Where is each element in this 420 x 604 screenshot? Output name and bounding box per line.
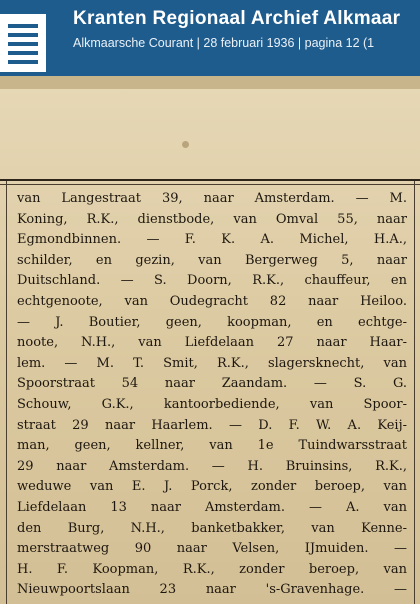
column-left-rule	[6, 181, 7, 604]
article-line: straat 29 naar Haarlem. — D. F. W. A. Keij-	[17, 417, 407, 433]
article-line: van Langestraat 39, naar Amsterdam. — M.	[17, 191, 407, 206]
article-line: echtgenoote, van Oudegracht 82 naar Heiloo.	[17, 293, 407, 309]
column-right-rule	[414, 181, 415, 604]
article-line: Duitschland. — S. Doorn, R.K., chauffeur, en	[17, 273, 407, 289]
document-lines-icon[interactable]	[0, 14, 46, 72]
article-line: schilder, en gezin, van Bergerweg 5, naar	[17, 252, 407, 268]
article-line: Egmondbinnen. — F. K. A. Michel, H.A.,	[17, 232, 407, 248]
viewer-top-strip	[0, 76, 420, 89]
article-line: Nieuwpoortslaan 23 naar 's-Gravenhage. —	[17, 582, 407, 598]
newspaper-scan[interactable]	[0, 89, 420, 604]
paper-hole	[182, 141, 189, 148]
article-line: — J. Boutier, geen, koopman, en echtge-	[17, 314, 407, 330]
article-line: noote, N.H., van Liefdelaan 27 naar Haar-	[17, 335, 407, 351]
article-line: man, geen, kellner, van 1e Tuindwarsstraat	[17, 438, 407, 454]
article-line: lem. — M. T. Smit, R.K., slagersknecht, van	[17, 355, 407, 371]
article-line: merstraatweg 90 naar Velsen, IJmuiden. —	[17, 541, 407, 557]
article-line: 29 naar Amsterdam. — H. Bruinsins, R.K.,	[17, 458, 407, 474]
article-line: Liefdelaan 13 naar Amsterdam. — A. van	[17, 499, 407, 515]
article-line: weduwe van E. J. Porck, zonder beroep, van	[17, 479, 407, 495]
archive-header	[0, 0, 420, 76]
archive-title: Kranten Regionaal Archief Alkmaar	[73, 8, 401, 29]
newspaper-citation: Alkmaarsche Courant | 28 februari 1936 | pagina 12 (1	[73, 36, 375, 50]
article-line: H. F. Koopman, R.K., zonder beroep, van	[17, 561, 407, 577]
article-line: Koning, R.K., dienstbode, van Omval 55, naar	[17, 211, 407, 227]
article-line: Schouw, G.K., kantoorbediende, van Spoor-	[17, 396, 407, 412]
column-top-rule-thin	[0, 184, 420, 185]
column-top-rule	[0, 179, 420, 181]
article-line: Spoorstraat 54 naar Zaandam. — S. G.	[17, 376, 407, 392]
article-line: den Burg, N.H., banketbakker, van Kenne-	[17, 520, 407, 536]
article-text	[17, 189, 407, 601]
